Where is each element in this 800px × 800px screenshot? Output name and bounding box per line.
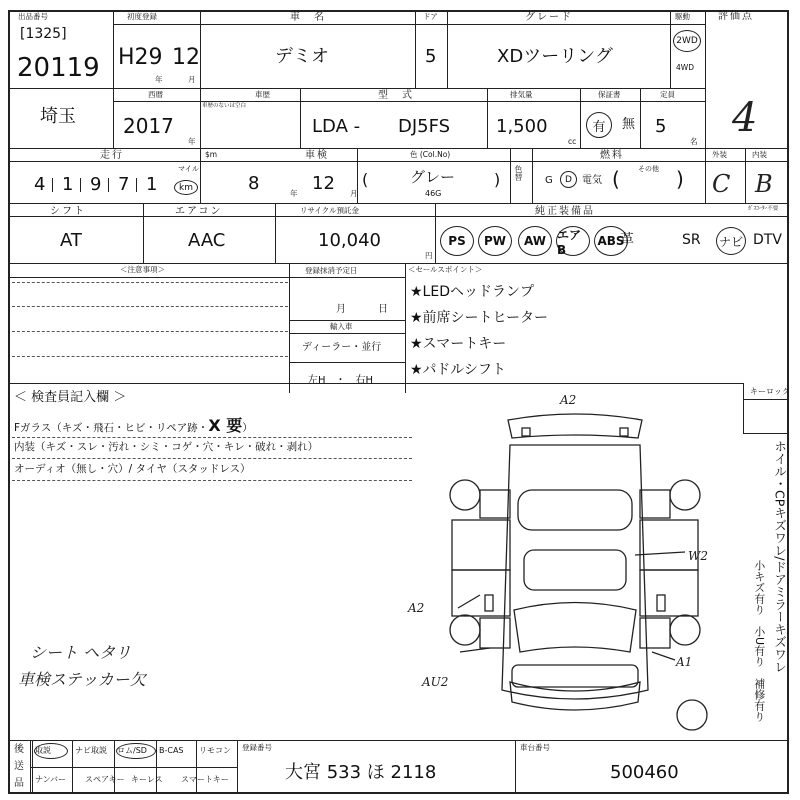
windshield bbox=[514, 603, 636, 653]
exhibit-no-label: 出品番号 bbox=[18, 12, 48, 21]
accessory-top-0: 取説 bbox=[35, 746, 51, 755]
dereg-month: 月 bbox=[336, 304, 346, 315]
shaken-year-unit: 年 bbox=[290, 189, 298, 198]
accessory-circle-mark bbox=[34, 743, 68, 759]
accessory-row-divider bbox=[30, 767, 237, 768]
car-name-label: 車 名 bbox=[290, 12, 326, 23]
footer-label-2: 送 bbox=[14, 761, 24, 772]
equipment-label: 純正装備品 bbox=[535, 206, 595, 217]
color-label: 色 (Col.No) bbox=[410, 150, 451, 159]
fuel-paren-close: ) bbox=[676, 167, 684, 191]
warranty-yes-circled: 有 bbox=[586, 112, 612, 138]
fuel-g: G bbox=[545, 175, 553, 186]
accessory-circle-mark bbox=[116, 743, 156, 759]
accessory-top-1: ナビ取説 bbox=[75, 746, 107, 755]
grade-label: グレード bbox=[525, 12, 573, 23]
exterior: C bbox=[712, 170, 731, 198]
sales-point-2: ★前席シートヒーター bbox=[410, 310, 548, 326]
drive-2wd-circled: 2WD bbox=[673, 30, 701, 52]
fuel-electric: 電気 bbox=[582, 175, 602, 186]
fuel-other: その他 bbox=[638, 165, 659, 173]
wheel-mirror-note: ホイル・CPキズワレ/ドアミラーキズワレ bbox=[772, 440, 788, 673]
equipment-0-circled: PS bbox=[440, 226, 474, 256]
mileage-digit-divider bbox=[80, 178, 81, 192]
color-code: 46G bbox=[425, 189, 442, 198]
handwritten-note-sticker: 車検ステッカー欠 bbox=[18, 670, 146, 689]
shaken-label: 車検 bbox=[305, 150, 329, 161]
door-label: ドア bbox=[423, 12, 438, 21]
tire-left-rear bbox=[450, 480, 480, 510]
right-rear-fender bbox=[640, 490, 670, 518]
displacement: 1,500 bbox=[496, 116, 548, 137]
recycle: 10,040 bbox=[318, 230, 381, 251]
color-paren-open: ( bbox=[362, 170, 369, 189]
shaken-year: 8 bbox=[248, 173, 260, 194]
history-note: 車歴のないは空白 bbox=[202, 103, 247, 109]
sales-point-4: ★パドルシフト bbox=[410, 362, 506, 378]
glass-x-mark: X 要 bbox=[208, 416, 243, 435]
color-swap-label: 色替 bbox=[514, 165, 523, 181]
month-unit: 月 bbox=[188, 75, 196, 84]
accessory-top-2: ロム/SD bbox=[117, 746, 147, 755]
fuel-label: 燃料 bbox=[600, 150, 624, 161]
mark-a2-rear: A2 bbox=[560, 393, 577, 407]
leader-a2-left bbox=[458, 595, 480, 608]
footer-label-1: 後 bbox=[14, 744, 24, 755]
import-dealer: ディーラー・並行 bbox=[302, 342, 382, 353]
score-hand: 4 bbox=[732, 95, 758, 141]
capacity-label: 定員 bbox=[660, 90, 675, 99]
tire-right-front bbox=[670, 615, 700, 645]
history-label: 車歴 bbox=[255, 90, 270, 99]
mark-a1: A1 bbox=[676, 655, 693, 669]
equipment-leather: 革 bbox=[620, 232, 634, 248]
interior-label: 内装 bbox=[752, 150, 767, 159]
capacity-unit: 名 bbox=[690, 137, 698, 146]
model-prefix: LDA - bbox=[312, 116, 361, 137]
exhibit-no: 20119 bbox=[17, 53, 100, 83]
equipment-3-circled: エアB bbox=[556, 226, 590, 256]
accessory-bottom-2: キーレス bbox=[131, 775, 163, 784]
accessory-bottom-1: スペアキー bbox=[85, 775, 125, 784]
navi-circled: ナビ bbox=[716, 227, 746, 255]
dtv-label: ｶﾞｽｺｰﾀｰ不要 bbox=[748, 206, 779, 212]
yen-unit: 円 bbox=[425, 251, 433, 260]
dereg-day: 日 bbox=[378, 304, 388, 315]
sales-label: ＜セールスポイント＞ bbox=[408, 265, 483, 274]
seireki-label: 西暦 bbox=[148, 90, 163, 99]
recycle-label: リサイクル預託金 bbox=[300, 206, 359, 215]
spare-tire bbox=[677, 700, 707, 730]
shaken-dots: $m bbox=[205, 150, 218, 159]
damage-legend: 小キズ有り 小U有り 補修有り bbox=[752, 560, 766, 723]
mirror-right bbox=[657, 595, 665, 611]
hood-panel bbox=[512, 665, 638, 687]
dtv: DTV bbox=[753, 232, 782, 248]
keybox-label: キーロック bbox=[750, 387, 790, 396]
cc-unit: cc bbox=[568, 137, 577, 146]
seireki-year-unit: 年 bbox=[188, 137, 196, 146]
left-front-fender bbox=[480, 618, 510, 648]
mark-w2: W2 bbox=[688, 549, 708, 563]
doors: 5 bbox=[425, 46, 437, 67]
left-front-door bbox=[452, 570, 510, 616]
footer-label-3: 品 bbox=[14, 778, 24, 789]
tire-left-front bbox=[450, 615, 480, 645]
mirror-left bbox=[485, 595, 493, 611]
right-front-fender bbox=[640, 618, 670, 648]
equipment-2-circled: AW bbox=[518, 226, 552, 256]
mileage-digit: 7 bbox=[118, 174, 130, 195]
first-reg-era: H29 bbox=[118, 45, 163, 70]
car-name: デミオ bbox=[275, 46, 329, 67]
left-rear-fender bbox=[480, 490, 510, 518]
first-reg-month: 12 bbox=[172, 45, 200, 70]
mileage-digit: 1 bbox=[62, 174, 74, 195]
equipment-1-circled: PW bbox=[478, 226, 512, 256]
mileage-digit-divider bbox=[52, 178, 53, 192]
exhibit-bracket: [1325] bbox=[20, 26, 67, 42]
roof-panel bbox=[524, 550, 626, 590]
shift-label: シフト bbox=[50, 206, 86, 217]
model-label: 型 式 bbox=[378, 90, 414, 101]
left-rear-door bbox=[452, 520, 510, 570]
leader-au2 bbox=[460, 648, 490, 652]
reg-label: 登録番号 bbox=[242, 743, 272, 752]
seireki: 2017 bbox=[123, 114, 174, 138]
leader-a1 bbox=[652, 652, 675, 660]
interior: B bbox=[755, 170, 773, 198]
chassis-label: 車台番号 bbox=[520, 743, 550, 752]
km-circled: km bbox=[174, 180, 198, 195]
shaken-month: 12 bbox=[312, 173, 335, 194]
mileage-digit: 4 bbox=[34, 174, 46, 195]
rear-lamp-left bbox=[522, 428, 530, 436]
right-front-door bbox=[640, 570, 698, 616]
import-label: 輸入車 bbox=[330, 322, 353, 331]
warranty-label: 保証書 bbox=[598, 90, 621, 99]
mileage-digit-divider bbox=[136, 178, 137, 192]
inspector-title: ＜ 検査員記入欄 ＞ bbox=[14, 390, 127, 405]
inspector-line-glass: Fガラス（キズ・飛石・ヒビ・リペア跡・X 要） bbox=[14, 416, 253, 435]
inspector-line-audio: オーディオ（無し・穴）/ タイヤ（スタッドレス） bbox=[14, 463, 251, 475]
mileage-label: 走行 bbox=[100, 150, 124, 161]
chassis-no: 500460 bbox=[610, 762, 679, 783]
shift: AT bbox=[60, 230, 82, 251]
sales-point-1: ★LEDヘッドランプ bbox=[410, 284, 534, 300]
dereg-label: 登録抹消予定日 bbox=[305, 266, 358, 275]
first-reg-label: 初度登録 bbox=[127, 12, 157, 21]
score-label: 評価点 bbox=[718, 11, 754, 22]
equipment-4-circled: ABS bbox=[594, 226, 628, 256]
leader-w2 bbox=[635, 552, 685, 555]
handwritten-note-seat: シート ヘタリ bbox=[30, 643, 132, 662]
mark-a2-left: A2 bbox=[408, 601, 425, 615]
drive-label: 駆動 bbox=[675, 12, 690, 21]
shaken-month-unit: 月 bbox=[350, 189, 358, 198]
aircon-label: エアコン bbox=[175, 206, 223, 217]
inspector-line-interior: 内装（キズ・スレ・汚れ・シミ・コゲ・穴・キレ・破れ・剥れ） bbox=[14, 441, 319, 453]
accessory-top-4: リモコン bbox=[199, 746, 231, 755]
displacement-label: 排気量 bbox=[510, 90, 533, 99]
fuel-d-circled: D bbox=[560, 171, 577, 188]
accessory-top-3: B-CAS bbox=[159, 746, 184, 755]
prefecture: 埼玉 bbox=[40, 106, 76, 127]
handle-side: 左H ・ 右H bbox=[308, 375, 374, 386]
mileage-digit-divider bbox=[108, 178, 109, 192]
year-unit: 年 bbox=[155, 75, 163, 84]
equipment-sr: SR bbox=[682, 232, 701, 248]
caution-label: ＜注意事項＞ bbox=[120, 265, 165, 274]
rear-lamp-right bbox=[620, 428, 628, 436]
grade: XDツーリング bbox=[497, 46, 613, 67]
car-damage-diagram bbox=[408, 390, 730, 740]
color: グレー bbox=[410, 168, 456, 186]
drive-4wd: 4WD bbox=[676, 63, 694, 72]
mileage-digit: 9 bbox=[90, 174, 102, 195]
model-code: DJ5FS bbox=[398, 116, 451, 137]
reg-no: 大宮 533 ほ 2118 bbox=[285, 762, 437, 783]
tire-right-rear bbox=[670, 480, 700, 510]
accessory-bottom-3: スマートキー bbox=[181, 775, 229, 784]
rear-window bbox=[518, 490, 632, 530]
warranty-no: 無 bbox=[622, 117, 636, 132]
aircon: AAC bbox=[188, 230, 226, 251]
mileage-digit: 1 bbox=[146, 174, 158, 195]
accessory-bottom-0: ナンバー bbox=[35, 775, 67, 784]
exterior-label: 外装 bbox=[712, 150, 727, 159]
rear-bumper-outline bbox=[508, 414, 642, 438]
mile-label: マイル bbox=[178, 165, 199, 173]
sales-point-3: ★スマートキー bbox=[410, 336, 507, 352]
fuel-paren-open: ( bbox=[612, 167, 620, 191]
color-paren-close: ) bbox=[494, 170, 501, 189]
capacity: 5 bbox=[655, 116, 667, 137]
mark-au2: AU2 bbox=[422, 675, 449, 689]
